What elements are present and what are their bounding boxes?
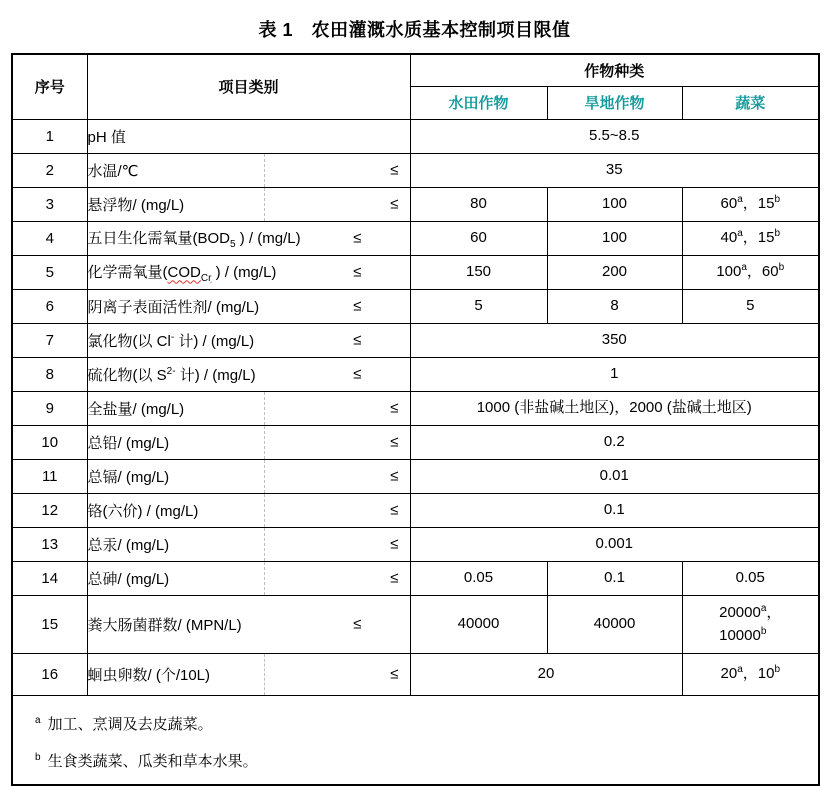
item-cell [87, 561, 410, 595]
item-label: 硫化物(以 $S^{2-}$ 计) / (mg/L) [87, 365, 256, 384]
value-cell: 350 [410, 323, 819, 357]
leq-symbol: ≤ [390, 399, 399, 417]
leq-symbol: ≤ [390, 665, 399, 683]
table-row [12, 357, 819, 391]
value-cell: 100 [547, 221, 682, 255]
table-row [12, 493, 819, 527]
item-label: 粪大肠菌群数/ (MPN/L) [87, 616, 242, 634]
item-cell [87, 187, 410, 221]
row-number: 7 [12, 323, 87, 357]
row-number: 13 [12, 527, 87, 561]
value-cell: 0.1 [410, 493, 819, 527]
leq-symbol: ≤ [353, 615, 362, 633]
item-cell [87, 425, 410, 459]
leq-symbol: ≤ [390, 569, 399, 587]
value-cell: 0.1 [547, 561, 682, 595]
footnote-text: 生食类蔬菜、瓜类和草本水果。 [47, 752, 258, 770]
item-cell [87, 357, 410, 391]
item-label: 总镉/ (mg/L) [87, 468, 170, 486]
value-cell: 5 [682, 289, 819, 323]
leq-symbol: ≤ [390, 535, 399, 553]
table-header [12, 54, 819, 119]
item-label: 五日生化需氧量($BOD_5$ ) / (mg/L) [87, 229, 301, 250]
row-number: 8 [12, 357, 87, 391]
table-row [12, 289, 819, 323]
page-title: 表 1 农田灌溉水质基本控制项目限值 [258, 20, 571, 40]
leq-symbol: ≤ [353, 331, 362, 349]
header-cell-crop-types: 作物种类 [410, 54, 819, 86]
row-number: 4 [12, 221, 87, 255]
row-number: 1 [12, 119, 87, 153]
table-row [12, 119, 819, 153]
table-row [12, 323, 819, 357]
item-label: pH 值 [87, 128, 126, 146]
leq-symbol: ≤ [353, 229, 362, 247]
table-row [12, 595, 819, 653]
table-row [12, 221, 819, 255]
item-cell [87, 527, 410, 561]
leq-symbol: ≤ [353, 263, 362, 281]
row-number: 16 [12, 653, 87, 695]
table-row [12, 391, 819, 425]
table-footnotes [12, 695, 819, 785]
item-label: 蛔虫卵数/ (个/10L) [87, 666, 211, 684]
row-number: 12 [12, 493, 87, 527]
header-cell-dryland-crops: 旱地作物 [547, 86, 682, 119]
value-cell: 40000 [547, 595, 682, 653]
header-cell-number: 序号 [12, 54, 87, 119]
row-number: 6 [12, 289, 87, 323]
item-cell [87, 653, 410, 695]
footnote-a [35, 704, 812, 741]
row-number: 11 [12, 459, 87, 493]
item-cell [87, 119, 410, 153]
row-number: 2 [12, 153, 87, 187]
value-cell: 80 [410, 187, 547, 221]
item-cell [87, 595, 410, 653]
table-row [12, 425, 819, 459]
item-label: 铬(六价) / (mg/L) [87, 502, 199, 520]
footnote-b [35, 741, 812, 778]
value-cell: 150 [410, 255, 547, 289]
leq-symbol: ≤ [353, 365, 362, 383]
item-cell [87, 289, 410, 323]
value-cell: 0.05 [682, 561, 819, 595]
leq-symbol: ≤ [390, 433, 399, 451]
header-cell-vegetables: 蔬菜 [682, 86, 819, 119]
value-cell: 8 [547, 289, 682, 323]
row-number: 14 [12, 561, 87, 595]
value-cell: 40$^a$，15$^b$ [682, 221, 819, 255]
value-cell: 60$^a$，15$^b$ [682, 187, 819, 221]
header-cell-paddy-crops: 水田作物 [410, 86, 547, 119]
value-cell: 0.2 [410, 425, 819, 459]
leq-symbol: ≤ [353, 297, 362, 315]
value-cell: 0.001 [410, 527, 819, 561]
value-cell: 35 [410, 153, 819, 187]
value-cell: 20$^a$，10$^b$ [682, 653, 819, 695]
header-cell-item: 项目类别 [87, 54, 410, 119]
footnote-marker: a [35, 714, 41, 726]
item-label: 阴离子表面活性剂/ (mg/L) [87, 298, 260, 316]
footnote-row [12, 695, 819, 785]
item-cell [87, 493, 410, 527]
item-label: 悬浮物/ (mg/L) [87, 196, 185, 214]
row-number: 5 [12, 255, 87, 289]
value-cell: 0.05 [410, 561, 547, 595]
item-cell [87, 323, 410, 357]
value-cell: 60 [410, 221, 547, 255]
value-cell: 40000 [410, 595, 547, 653]
item-cell [87, 153, 410, 187]
item-label: 总铅/ (mg/L) [87, 434, 170, 452]
item-label: 全盐量/ (mg/L) [87, 400, 185, 418]
table-row [12, 459, 819, 493]
header-row-1 [12, 54, 819, 86]
item-cell [87, 221, 410, 255]
table-body [12, 119, 819, 695]
row-number: 9 [12, 391, 87, 425]
table-row [12, 561, 819, 595]
table-row [12, 527, 819, 561]
value-cell: 100$^a$，60$^b$ [682, 255, 819, 289]
footnote-text: 加工、烹调及去皮蔬菜。 [47, 715, 213, 733]
item-cell [87, 459, 410, 493]
table-row [12, 187, 819, 221]
item-label: 总汞/ (mg/L) [87, 536, 170, 554]
leq-symbol: ≤ [390, 501, 399, 519]
value-cell: 1000 (非盐碱土地区)，2000 (盐碱土地区) [410, 391, 819, 425]
value-cell: 5 [410, 289, 547, 323]
table-row [12, 153, 819, 187]
footnote-cell [12, 695, 819, 785]
item-label: 总砷/ (mg/L) [87, 570, 170, 588]
item-label: 氯化物(以 Cl- 计) / (mg/L) [87, 331, 255, 350]
item-label: 水温/℃ [87, 162, 139, 180]
value-cell: 5.5~8.5 [410, 119, 819, 153]
leq-symbol: ≤ [390, 467, 399, 485]
table-row [12, 653, 819, 695]
table-row [12, 255, 819, 289]
water-quality-limits-table [11, 53, 820, 786]
leq-symbol: ≤ [390, 195, 399, 213]
value-cell: 0.01 [410, 459, 819, 493]
item-cell [87, 391, 410, 425]
leq-symbol: ≤ [390, 161, 399, 179]
value-cell: 20000$^a$， 10000$^b$ [682, 595, 819, 653]
row-number: 15 [12, 595, 87, 653]
value-cell: 200 [547, 255, 682, 289]
value-cell: 100 [547, 187, 682, 221]
value-cell: 1 [410, 357, 819, 391]
footnote-marker: b [35, 751, 41, 763]
value-cell: 20 [410, 653, 682, 695]
item-label: 化学需氧量($COD_{Cr}$ ) / (mg/L) [87, 263, 277, 284]
row-number: 3 [12, 187, 87, 221]
item-cell [87, 255, 410, 289]
row-number: 10 [12, 425, 87, 459]
